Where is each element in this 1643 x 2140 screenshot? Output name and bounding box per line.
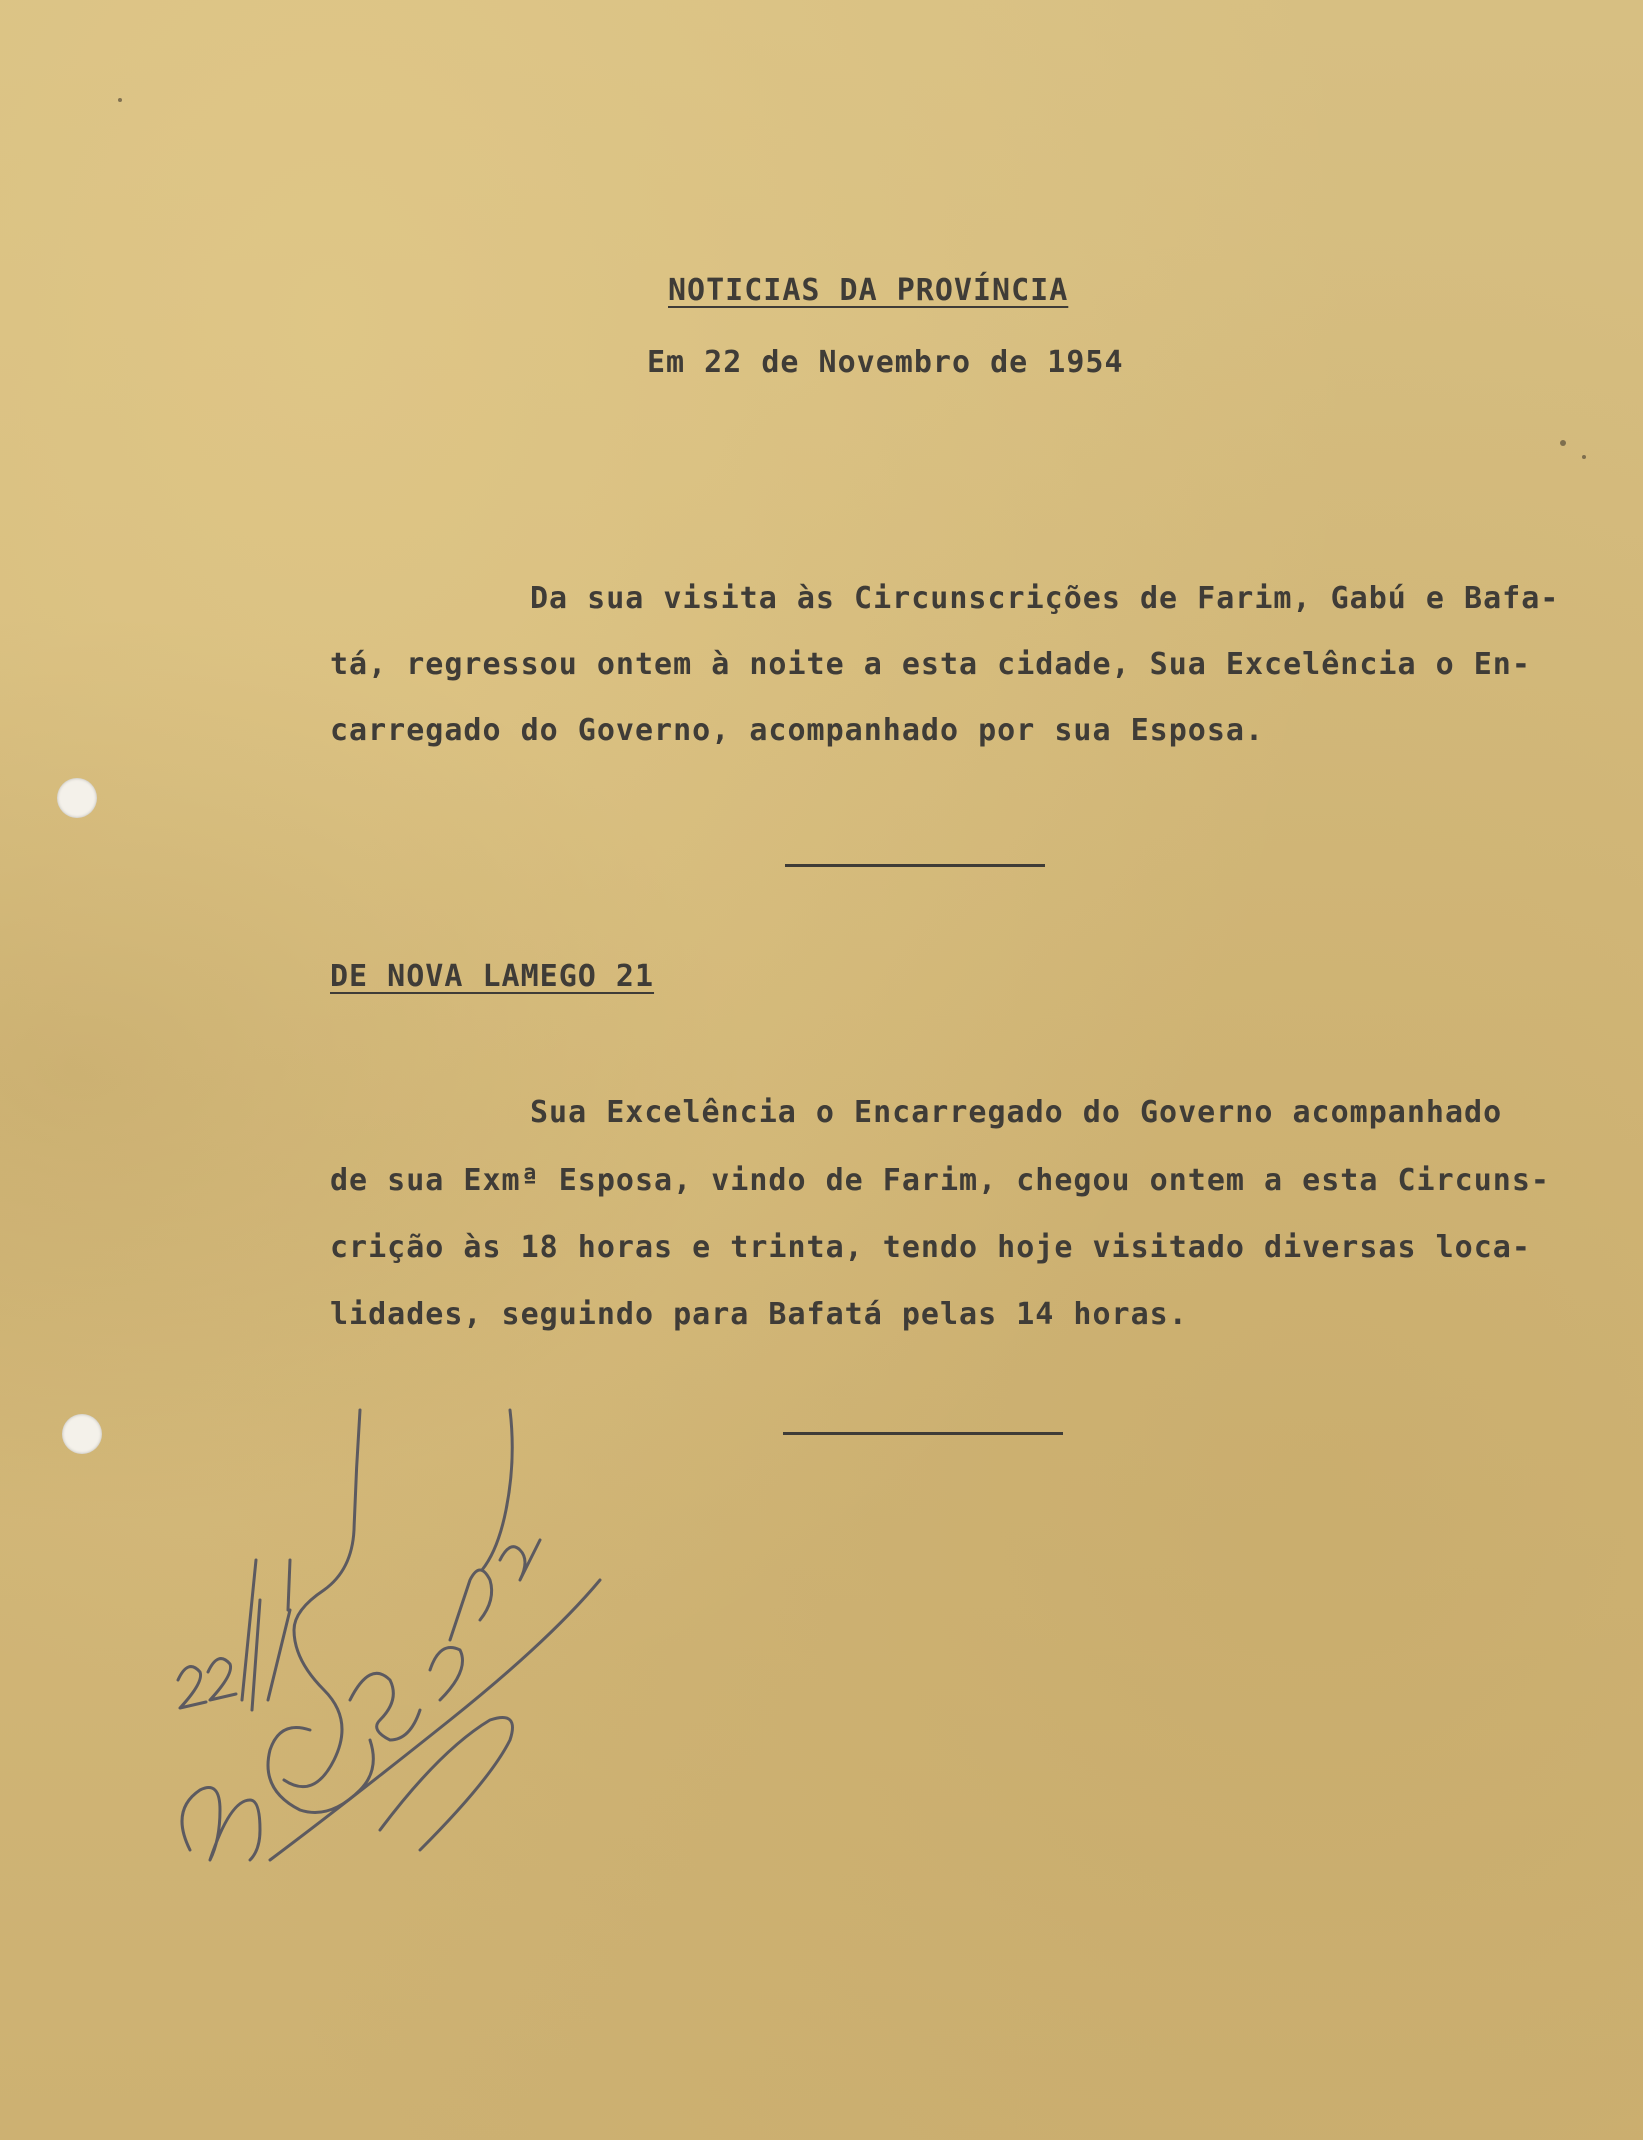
paper-speck (118, 98, 122, 102)
paragraph2-line: lidades, seguindo para Bafatá pelas 14 horas. (330, 1297, 1188, 1332)
paragraph2-line: de sua Exmª Esposa, vindo de Farim, chegou ontem a esta Circuns- (330, 1163, 1550, 1198)
paragraph2-line: Sua Excelência o Encarregado do Governo acompanhado (530, 1095, 1503, 1130)
paper-speck (1582, 455, 1586, 459)
punch-hole-top (57, 778, 97, 818)
separator-rule (783, 1432, 1063, 1435)
paragraph1-line: tá, regressou ontem à noite a esta cidade, Sua Excelência o En- (330, 647, 1531, 682)
section-heading: DE NOVA LAMEGO 21 (330, 959, 655, 994)
separator-rule (785, 864, 1045, 867)
paragraph2-line: crição às 18 horas e trinta, tendo hoje visitado diversas loca- (330, 1230, 1531, 1265)
paper-speck (1560, 440, 1566, 446)
handwritten-signature (150, 1400, 630, 1900)
punch-hole-bottom (62, 1414, 102, 1454)
document-date: Em 22 de Novembro de 1954 (647, 345, 1124, 380)
paragraph1-line: carregado do Governo, acompanhado por sua Esposa. (330, 713, 1265, 748)
document-title: NOTICIAS DA PROVÍNCIA (668, 273, 1069, 308)
paragraph1-line: Da sua visita às Circunscrições de Farim, Gabú e Bafa- (530, 581, 1560, 616)
